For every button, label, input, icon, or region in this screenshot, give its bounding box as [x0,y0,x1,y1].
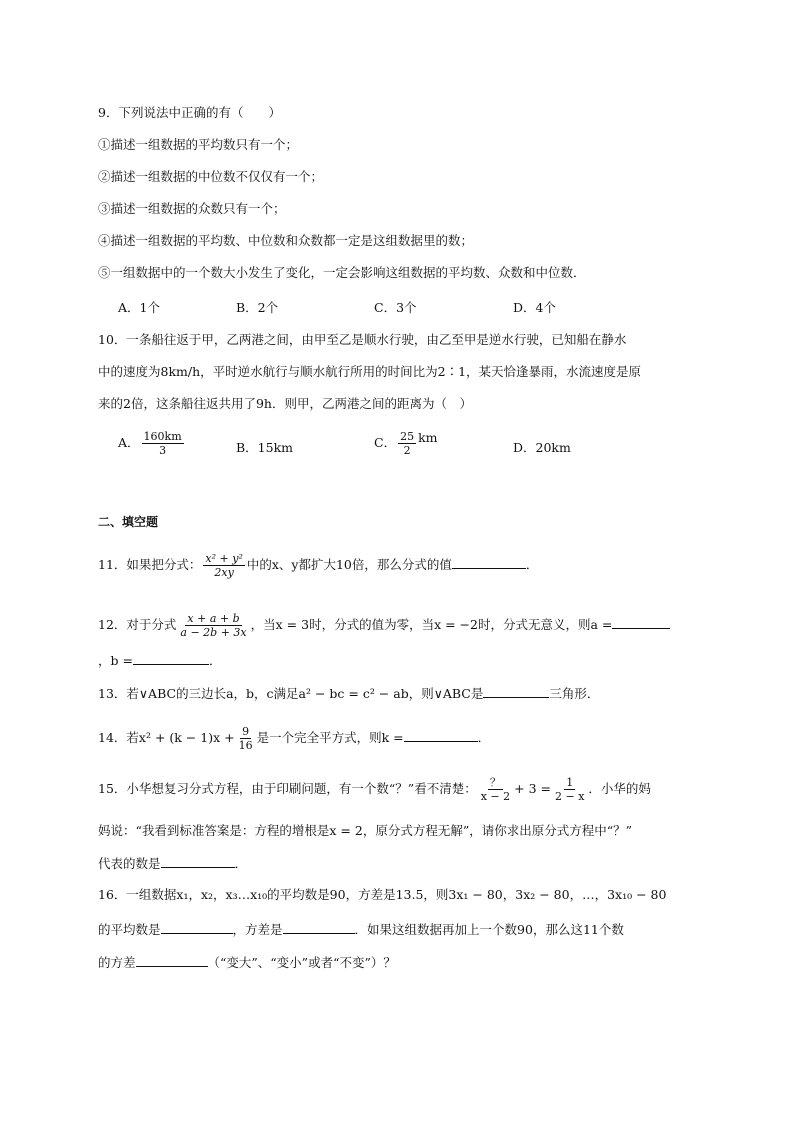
q12-answer-blank-b[interactable] [133,651,209,665]
q9-statement-2: ②描述一组数据的中位数不仅仅有一个； [98,169,324,184]
q10-option-a-fraction [142,430,184,457]
q11-prefix: 11．如果把分式： [98,557,202,572]
q13-answer-blank[interactable] [483,684,549,698]
q10-option-c-fraction [398,430,416,457]
fraction-numerator: 25 [400,430,415,443]
q16-line-3 [98,953,396,972]
q16-answer-blank-change[interactable] [136,953,208,967]
q10-line-3: 来的2倍，这条船往返共用了9h．则甲，乙两港之间的距离为（ ） [98,396,472,411]
q15-end: ． [234,856,248,871]
q10-option-c-label: C． [374,435,397,450]
q9-option-b[interactable]: B．2个 [236,300,279,315]
fraction-numerator: 160km [143,430,182,443]
q9-option-c[interactable]: C．3个 [374,300,417,315]
q14-text: 是一个完全平方式，则k = [256,730,404,745]
fraction-numerator: ？ [489,776,501,789]
q12-line-2 [98,651,221,670]
q14 [98,725,490,752]
q11-answer-blank[interactable] [452,555,526,569]
q14-answer-blank[interactable] [404,728,478,742]
q12-end: ． [208,653,222,668]
q11-end: ． [525,557,539,572]
q15-line-2: 妈说：“我看到标准答案是：方程的增根是x = 2，原分式方程无解”，请你求出原分式方程中“？” [98,823,632,838]
q16-line-2 [98,920,624,939]
fraction-numerator: 1 [566,776,574,789]
q11 [98,552,538,579]
fraction-denominator: 3 [159,444,167,457]
fraction-numerator: 9 [242,725,250,738]
q10-option-b[interactable]: B．15km [236,440,294,455]
q10-option-a[interactable] [118,430,186,457]
section-title: 二、填空题 [98,515,159,529]
q14-prefix: 14．若x² + (k − 1)x + [98,730,235,745]
q16-answer-blank-mean[interactable] [161,920,233,934]
q15-answer-blank[interactable] [161,854,235,868]
q15-prefix: 15．小华想复习分式方程，由于印刷问题，有一个数“？”看不清楚： [98,781,477,796]
fraction-denominator: 2 − x [554,790,585,803]
q16-answer-blank-variance[interactable] [283,920,355,934]
q15-line-3 [98,854,247,873]
q12-fraction [178,612,248,639]
q15-line-1 [98,776,651,803]
q12-line-1 [98,612,670,639]
fraction-denominator: x − 2 [480,790,511,803]
q11-fraction [203,552,244,579]
fraction-denominator: 2 [403,444,411,457]
q12-b-label: ，b = [98,653,133,668]
q15-l3-text: 代表的数是 [98,856,161,871]
q12-prefix: 12．对于分式 [98,617,177,632]
fraction-denominator: a − 2b + 3x [180,626,247,639]
q15-fraction-2 [553,776,586,803]
q10-option-d[interactable]: D．20km [513,440,571,455]
q13-text: 13．若∨ABC的三边长a，b，c满足a² − bc = c² − ab，则∨ABC是 [98,686,484,701]
q13 [98,684,599,703]
q16-mean-label: 的平均数是 [98,922,161,937]
q14-end: ． [477,730,491,745]
q9-statement-1: ①描述一组数据的平均数只有一个； [98,137,299,152]
q14-fraction [237,725,255,752]
q16-l3-label: 的方差 [98,955,136,970]
q9-statement-3: ③描述一组数据的众数只有一个； [98,201,286,216]
q9-statement-4: ④描述一组数据的平均数、中位数和众数都一定是这组数据里的数； [98,233,474,248]
q15-equation-middle: + 3 = [514,781,551,796]
fraction-denominator: 2xy [214,566,234,579]
q12-text: ，当x = 3时，分式的值为零，当x = −2时，分式无意义，则a = [250,617,613,632]
q10-line-1: 10．一条船往返于甲，乙两港之间，由甲至乙是顺水行驶，由乙至甲是逆水行驶，已知船在静水 [98,332,627,347]
q9-statement-5: ⑤一组数据中的一个数大小发生了变化，一定会影响这组数据的平均数、众数和中位数． [98,265,586,280]
q10-line-2: 中的速度为8km/h，平时逆水航行与顺水航行所用的时间比为2∶1，某天恰逢暴雨，水流速度是原 [98,364,642,379]
q9-stem: 9．下列说法中正确的有（ ） [98,105,281,120]
q16-line-1: 16．一组数据x₁，x₂，x₃…x₁₀的平均数是90，方差是13.5，则3x₁ − 80，3x₂ − 80，…，3x₁₀ − 80 [98,887,667,902]
q16-l3-text: （“变大”、“变小”或者“不变”）？ [207,955,396,970]
fraction-denominator: 16 [238,739,253,752]
q10-option-a-label: A． [118,435,140,450]
q10-option-c-unit: km [418,430,438,445]
q16-l2-text: ．如果这组数据再加上一个数90，那么这11个数 [354,922,624,937]
q10-option-c[interactable] [374,430,438,457]
q12-answer-blank-a[interactable] [612,615,670,629]
fraction-numerator: x + a + b [187,612,240,625]
q11-text: 中的x、y都扩大10倍，那么分式的值 [246,557,452,572]
q9-option-a[interactable]: A．1个 [118,300,160,315]
q13-end: 三角形． [549,686,600,701]
q16-variance-label: ，方差是 [232,922,283,937]
q9-option-d[interactable]: D．4个 [513,300,556,315]
fraction-numerator: x² + y² [205,552,243,565]
q15-fraction-1 [479,776,512,803]
q15-text: ．小华的妈 [588,781,651,796]
